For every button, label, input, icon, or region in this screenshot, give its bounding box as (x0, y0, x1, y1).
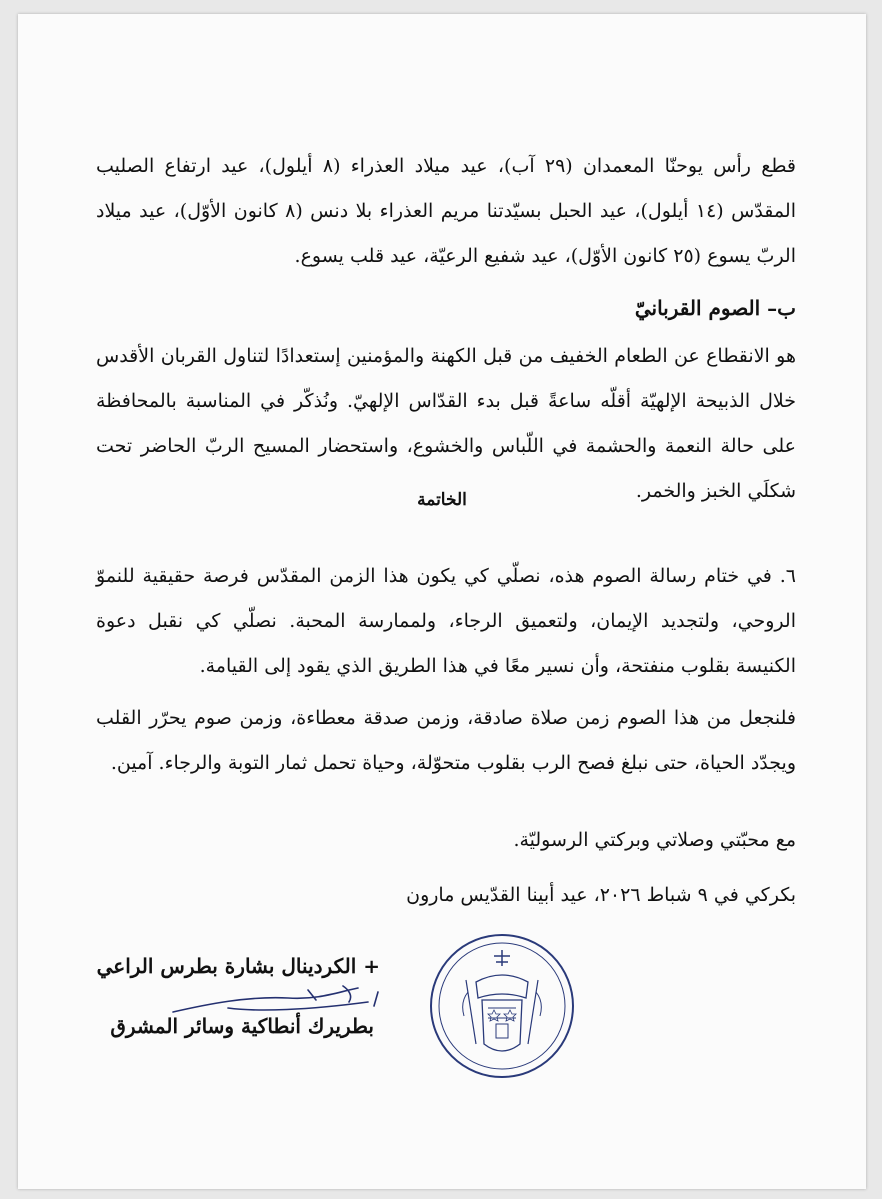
document-page (18, 14, 866, 1189)
place-date: بكركي في ٩ شباط ٢٠٢٦، عيد أبينا القدّيس مارون (406, 884, 796, 906)
conclusion-paragraph-2: فلنجعل من هذا الصوم زمن صلاة صادقة، وزمن صدقة معطاءة، وزمن صوم يحرّر القلب ويجدّد الحياة، حتى نبلغ فصح الرب بقلوب متحوّلة، وحياة تحمل ثمار التوبة والرجاء. آمين. (96, 707, 796, 774)
conclusion-title: الخاتمة (417, 490, 467, 510)
patriarchal-seal (428, 932, 576, 1080)
section-b-title: ب– الصوم القربانيّ (634, 296, 796, 320)
paragraph-feasts: قطع رأس يوحنّا المعمدان (٢٩ آب)، عيد ميلاد العذراء (٨ أيلول)، عيد ارتفاع الصليب المقدّس (١٤ أيلول)، عيد الحبل بسيّدتنا مريم العذراء بلا دنس (٨ كانون الأوّل)، عيد ميلاد الربّ يسوع (٢٥ كانون الأوّل)، عيد شفيع الرعيّة، عيد قلب يسوع. (96, 155, 796, 267)
signatory-title: بطريرك أنطاكية وسائر المشرق (110, 1014, 374, 1038)
closing-line: مع محبّتي وصلاتي وبركتي الرسوليّة. (513, 829, 796, 851)
signatory-name: + الكردينال بشارة بطرس الراعي (96, 954, 380, 978)
conclusion-paragraph-1: ٦. في ختام رسالة الصوم هذه، نصلّي كي يكون هذا الزمن المقدّس فرصة حقيقية للنموّ الروحي، ولتجديد الإيمان، ولتعميق الرجاء، ولممارسة المحبة. نصلّي كي نقبل دعوة الكنيسة بقلوب منفتحة، وأن نسير معًا في هذا الطريق الذي يقود إلى القيامة. (96, 565, 796, 677)
section-b-body: هو الانقطاع عن الطعام الخفيف من قبل الكهنة والمؤمنين إستعدادًا لتناول القربان الأقدس خلال الذبيحة الإلهيّة أقلّه ساعةً قبل بدء القدّاس الإلهيّ. ونُذكّر في المناسبة بالمحافظة على حالة النعمة والحشمة في اللّباس والخشوع، واستحضار المسيح الربّ الحاضر تحت شكلَي الخبز والخمر. (96, 345, 796, 502)
